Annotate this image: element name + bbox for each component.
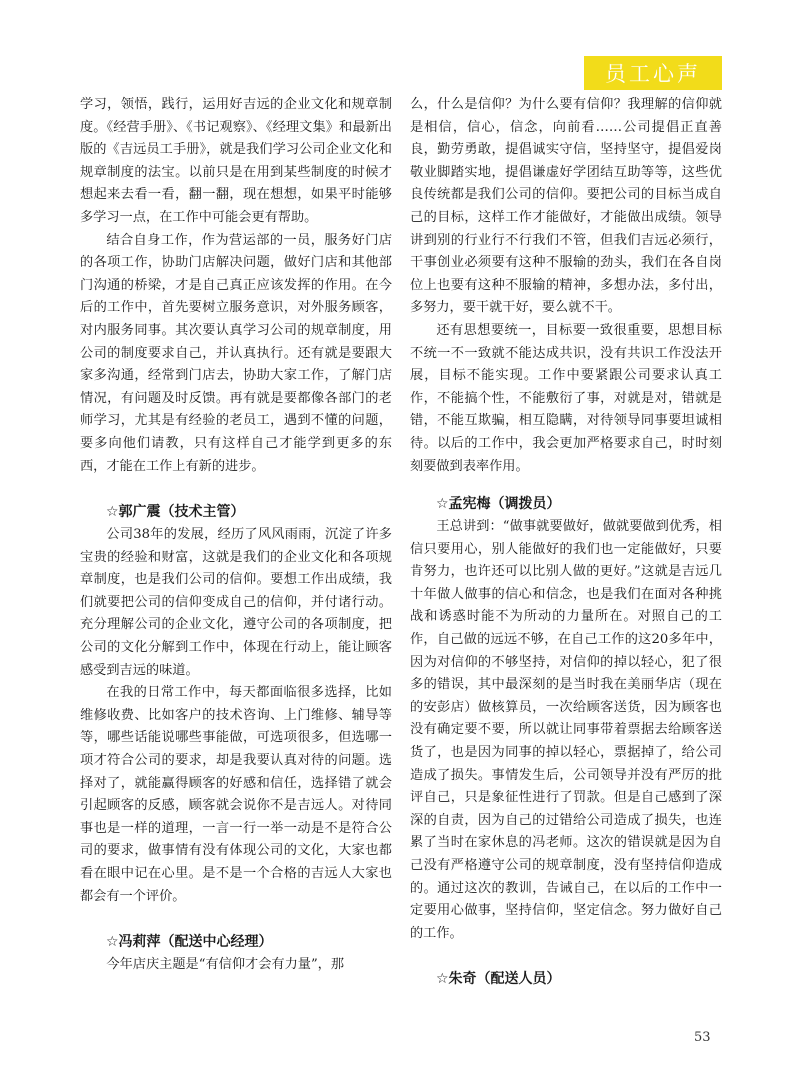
left-column bbox=[80, 94, 392, 977]
author-heading-guo: ☆郭广震（技术主管） bbox=[106, 504, 245, 521]
author-heading-feng: ☆冯莉萍（配送中心经理） bbox=[106, 934, 273, 951]
paragraph: 结合自身工作，作为营运部的一员，服务好门店的各项工作，协助门店解决问题，做好门店和其他部门沟通的桥梁，才是自己真正应该发挥的作用。在今后的工作中，首先要树立服务意识，对外服务顾客，对内服务同事。其次要认真学习公司的规章制度，用公司的制度要求自己，并认真执行。还有就是要跟大家多沟通，经常到门店去，协助大家工作，了解门店情况，有问题及时反馈。再有就是要都像各部门的老师学习，尤其是有经验的老员工，遇到不懂的问题，要多向他们请教，只有这样自己才能学到更多的东西，才能在工作上有新的进步。 bbox=[80, 232, 392, 474]
author-heading-meng: ☆孟宪梅（调拨员） bbox=[436, 496, 561, 513]
paragraph: 公司38年的发展，经历了风风雨雨，沉淀了许多宝贵的经验和财富，这就是我们的企业文化和各项规章制度，也是我们公司的信仰。要想工作出成绩，我们就要把公司的信仰变成自己的信仰，并付诸行动。充分理解公司的企业文化，遵守公司的各项制度，把公司的文化分解到工作中，体现在行动上，能让顾客感受到吉远的味道。 bbox=[80, 527, 392, 678]
author-heading-zhu: ☆朱奇（配送人员） bbox=[436, 971, 561, 988]
right-column bbox=[410, 94, 722, 991]
paragraph: 学习，领悟，践行，运用好吉远的企业文化和规章制度。《经营手册》、《书记观察》、《经理文集》和最新出版的《吉远员工手册》，就是我们学习公司企业文化和规章制度的法宝。以前只是在用到某些制度的时候才想起来去看一看，翻一翻，现在想想，如果平时能够多学习一点，在工作中可能会更有帮助。 bbox=[80, 97, 392, 225]
page-number: 53 bbox=[694, 1030, 711, 1045]
paragraph: 还有思想要统一，目标要一致很重要，思想目标不统一不一致就不能达成共识，没有共识工作没法开展，目标不能实现。工作中要紧跟公司要求认真工作，不能搞个性，不能敷衍了事，对就是对，错就是错，不能互欺骗，相互隐瞒，对待领导同事要坦诚相待。以后的工作中，我会更加严格要求自己，时时刻刻要做到表率作用。 bbox=[410, 322, 722, 474]
paragraph: 么，什么是信仰？为什么要有信仰？我理解的信仰就是相信，信心，信念，向前看……公司提倡正直善良，勤劳勇敢，提倡诚实守信，坚持坚守，提倡爱岗敬业脚踏实地，提倡谦虚好学团结互助等等，这些优良传统都是我们公司的信仰。要把公司的目标当成自己的目标，这样工作才能做好，才能做出成绩。领导讲到别的行业行不行我们不管，但我们吉远必须行，干事创业必须要有这种不服输的劲头，我们在各自岗位上也要有这种不服输的精神，多想办法，多付出，多努力，要干就干好，要么就不干。 bbox=[410, 97, 722, 316]
paragraph: 王总讲到：“做事就要做好，做就要做到优秀，相信只要用心，别人能做好的我们也一定能做好，只要肯努力，也许还可以比别人做的更好。”这就是吉远几十年做人做事的信心和信念，也是我们在面对各种挑战和诱惑时能不为所动的力量所在。对照自己的工作，自己做的远远不够，在自己工作的这20多年中，因为对信仰的不够坚持，对信仰的掉以轻心，犯了很多的错误，其中最深刻的是当时我在美丽华店（现在的安彭店）做核算员，一次给顾客送货，因为顾客也没有确定要不要，所以就让同事带着票据去给顾客送货了，也是因为同事的掉以轻心，票据掉了，给公司造成了损失。事情发生后，公司领导并没有严厉的批评自己，只是象征性进行了罚款。但是自己感到了深深的自责，因为自己的过错给公司造成了损失，也连累了当时在家休息的冯老师。这次的错误就是因为自己没有严格遵守公司的规章制度，没有坚持信仰造成的。通过这次的教训，告诫自己，在以后的工作中一定要用心做事，坚持信仰，坚定信念。努力做好自己的工作。 bbox=[410, 519, 722, 941]
section-tab: 员工心声 bbox=[584, 56, 722, 90]
paragraph: 今年店庆主题是“有信仰才会有力量”，那 bbox=[106, 957, 345, 973]
paragraph: 在我的日常工作中，每天都面临很多选择，比如维修收费、比如客户的技术咨询、上门维修、辅导等等，哪些话能说哪些事能做，可选项很多，但选哪一项才符合公司的要求，却是我要认真对待的问题。选择对了，就能赢得顾客的好感和信任，选择错了就会引起顾客的反感，顾客就会说你不是吉远人。对待同事也是一样的道理，一言一行一举一动是不是符合公司的要求，做事情有没有体现公司的文化，大家也都看在眼中记在心里。是不是一个合格的吉远人大家也都会有一个评价。 bbox=[80, 685, 392, 904]
